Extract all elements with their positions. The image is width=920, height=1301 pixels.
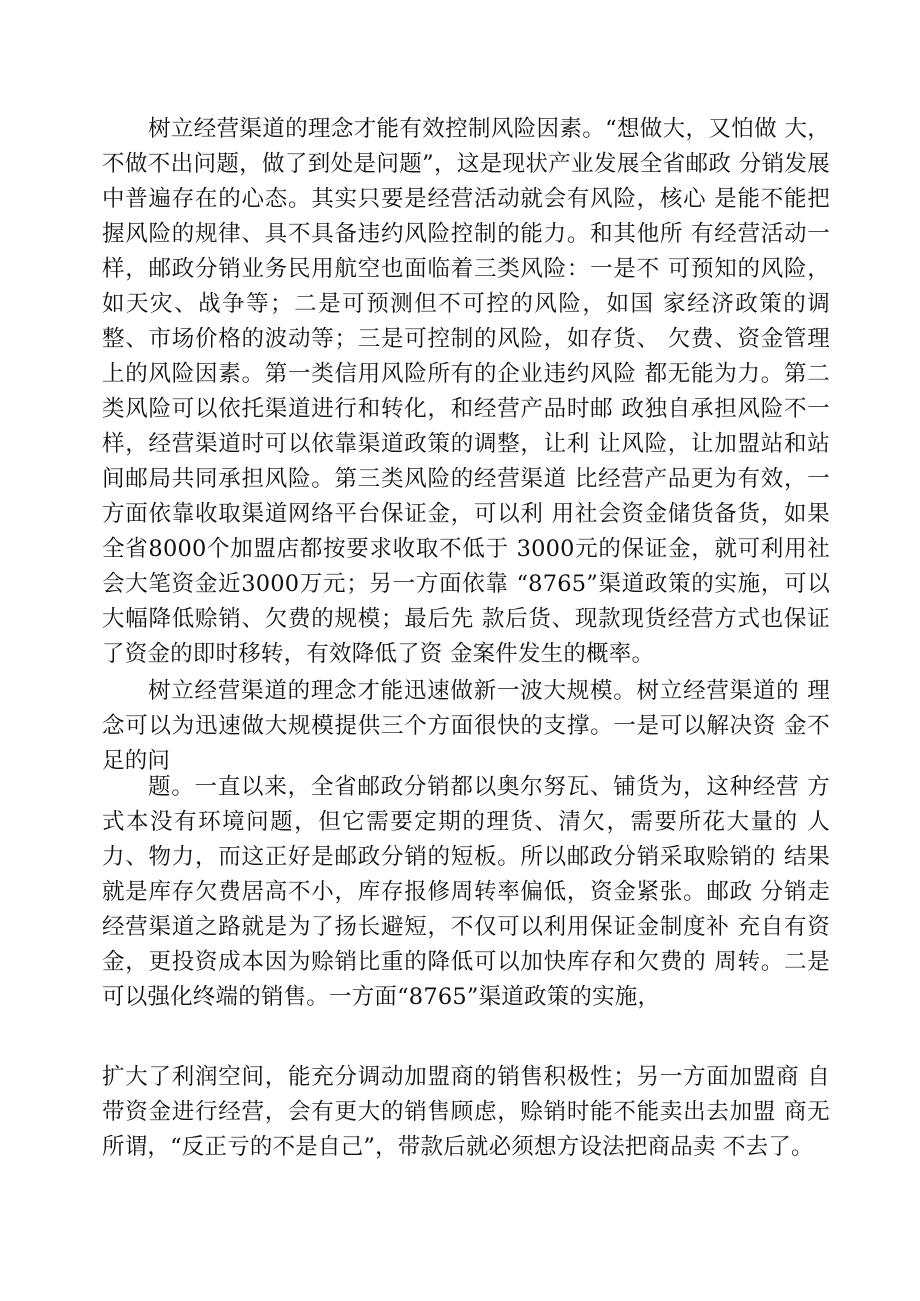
paragraph-scale-growth: 树立经营渠道的理念才能迅速做新一波大规模。树立经营渠道的 理念可以为迅速做大规模提供三个方面很快的支撑。一是可以解决资 金不足的问 — [102, 678, 830, 774]
paragraph-terminal-sales: 扩大了利润空间，能充分调动加盟商的销售积极性；另一方面加盟商 自带资金进行经营，会有更大的销售顾虑，赊销时能不能卖出去加盟 商无所谓，“反正亏的不是自己”，带款后就必须想方设法把商品卖 不去了。 — [102, 1064, 830, 1160]
paragraph-risk-control: 树立经营渠道的理念才能有效控制风险因素。“想做大，又怕做 大，不做不出问题，做了到处是问题”，这是现状产业发展全省邮政 分销发展中普遍存在的心态。其实只要是经营活动就会有风险，核心 是能不能把握风险的规律、具不具备违约风险控制的能力。和其他所 有经营活动一样，邮政分销业务民用航空也面临着三类风险：一是不 可预知的风险，如天灾、战争等；二是可预测但不可控的风险，如国 家经济政策的调整、市场价格的波动等；三是可控制的风险，如存货、 欠费、资金管理上的风险因素。第一类信用风险所有的企业违约风险 都无能为力。第二类风险可以依托渠道进行和转化，和经营产品时邮 政独自承担风险不一样，经营渠道时可以依靠渠道政策的调整，让利 让风险，让加盟站和站间邮局共同承担风险。第三类风险的经营渠道 比经营产品更为有效，一方面依靠收取渠道网络平台保证金，可以利 用社会资金储货备货，如果全省8000个加盟店都按要求收取不低于 3000元的保证金，就可利用社会大笔资金近3000万元；另一方面依靠 “8765”渠道政策的实施，可以大幅降低赊销、欠费的规模；最后先 款后货、现款现货经营方式也保证了资金的即时移转，有效降低了资 金案件发生的概率。 — [102, 116, 830, 667]
paragraph-capital-shortage: 题。一直以来，全省邮政分销都以奥尔努瓦、铺货为，这种经营 方式本没有环境问题，但它需要定期的理货、清欠，需要所花大量的 人力、物力，而这正好是邮政分销的短板。所以邮政分销采取赊销的 结果就是库存欠费居高不小，库存报修周转率偏低，资金紧张。邮政 分销走经营渠道之路就是为了扬长避短，不仅可以利用保证金制度补 充自有资金，更投资成本因为赊销比重的降低可以加快库存和欠费的 周转。二是可以强化终端的销售。一方面“8765”渠道政策的实施， — [102, 774, 830, 1010]
